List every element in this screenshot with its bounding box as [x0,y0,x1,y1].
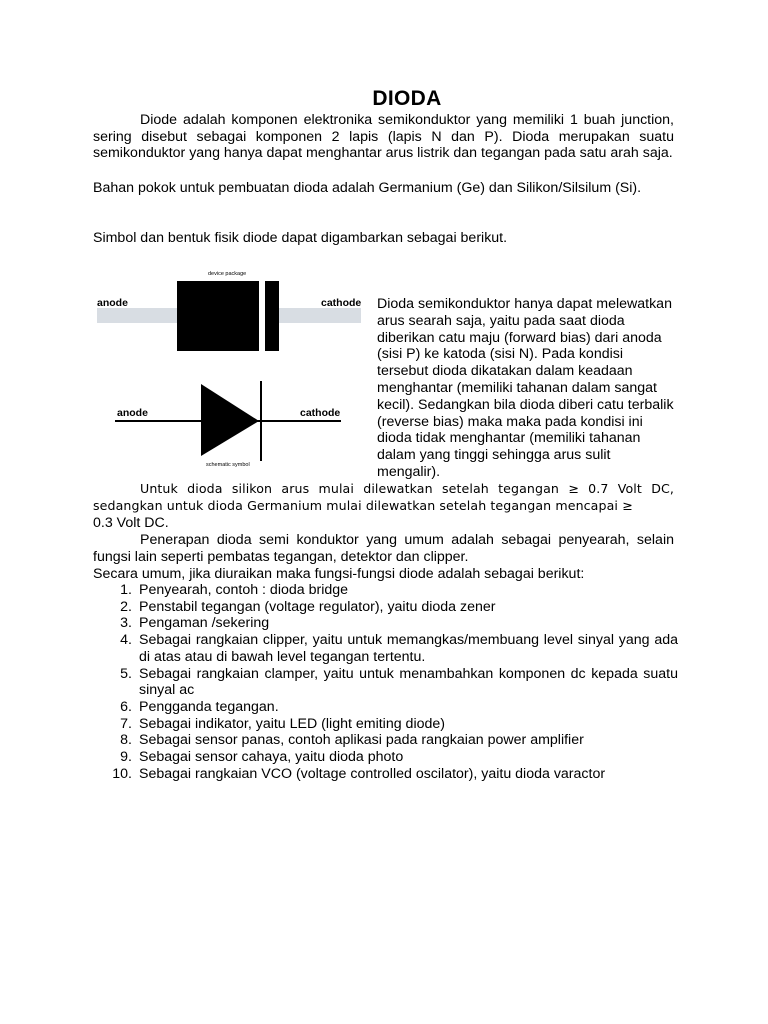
list-number: 5. [120,665,132,682]
diode-body [177,281,259,351]
body-gap [259,281,265,351]
functions-list [93,582,678,782]
diode-triangle [201,384,259,456]
list-text: Sebagai rangkaian clamper, yaitu untuk menambahkan komponen dc kepada suatu sinyal ac [139,665,678,699]
list-item [93,699,678,716]
list-number: 6. [120,698,132,715]
package-label: device package [208,271,247,277]
list-item [93,666,678,699]
list-text: Sebagai rangkaian VCO (voltage controlled oscilator), yaitu dioda varactor [139,765,606,782]
list-text: Sebagai indikator, yaitu LED (light emiting diode) [139,715,445,732]
list-text: Sebagai sensor cahaya, yaitu dioda photo [139,749,404,766]
intro-paragraph: Diode adalah komponen elektronika semikonduktor yang memiliki 1 buah junction, sering disebut sebagai komponen 2 lapis (lapis N dan P). Dioda merupakan suatu semikonduktor yang hanya dapat menghantar arus listrik dan tegangan pada satu arah saja. [93,112,674,162]
list-text: Pengaman /sekering [139,615,270,632]
threshold-voltage-text: Untuk dioda silikon arus mulai dilewatkan setelah tegangan ≥ 0.7 Volt DC, sedangkan untuk dioda Germanium mulai dilewatkan setelah tegangan mencapai ≥ [93,481,674,513]
list-item [93,749,678,766]
threshold-voltage-tail: 0.3 Volt DC. [93,515,169,531]
list-item [93,732,678,749]
list-number: 3. [120,615,132,632]
list-text: Sebagai rangkaian clipper, yaitu untuk memangkas/membuang level sinyal yang ada di atas atau di bawah level tegangan tertentu. [139,632,678,665]
diode-figure [93,266,365,476]
list-number: 2. [120,598,132,615]
list-item [93,599,678,616]
list-item [93,615,678,632]
anode-label-bottom: anode [117,407,148,419]
diode-illustration [93,266,365,476]
usage-paragraph: Penerapan dioda semi konduktor yang umum adalah sebagai penyearah, selain fungsi lain seperti pembatas tegangan, detektor dan clipper. [93,532,674,565]
list-item [93,582,678,599]
list-item [93,716,678,733]
cathode-label-top: cathode [321,297,362,309]
list-number: 10. [112,765,132,782]
list-item [93,632,678,665]
list-text: Sebagai sensor panas, contoh aplikasi pada rangkaian power amplifier [139,732,584,749]
list-number: 1. [120,582,132,598]
list-number: 7. [120,715,132,732]
list-number: 4. [120,632,132,649]
symbol-intro: Simbol dan bentuk fisik diode dapat digambarkan sebagai berikut. [93,230,508,246]
list-text: Pengganda tegangan. [139,698,279,715]
list-text: Penstabil tegangan (voltage regulator), yaitu dioda zener [139,598,496,615]
list-number: 8. [120,732,132,749]
material-paragraph: Bahan pokok untuk pembuatan dioda adalah Germanium (Ge) dan Silikon/Silsilum (Si). [93,180,642,196]
symbol-label: schematic symbol [206,462,250,468]
forward-reverse-bias-text: Dioda semikonduktor hanya dapat melewatkan arus searah saja, yaitu pada saat dioda diberikan catu maju (forward bias) dari anoda (sisi P) ke katoda (sisi N). Pada kondisi tersebut dioda dikatakan dalam keadaan menghantar (memiliki tahanan dalam sangat kecil). Sedangkan bila dioda diberi catu terbalik (reverse bias) maka maka pada kondisi ini dioda tidak menghantar (memiliki tahanan dalam yang tinggi sehingga arus sulit mengalir). [377,296,674,480]
list-item [93,766,678,783]
page-title: DIODA [372,87,442,110]
list-number: 9. [120,749,132,766]
cathode-label-bottom: cathode [300,407,341,419]
cathode-band [265,281,279,351]
list-text: Penyearah, contoh : dioda bridge [139,582,349,598]
functions-intro: Secara umum, jika diuraikan maka fungsi-fungsi diode adalah sebagai berikut: [93,566,585,582]
anode-label-top: anode [97,297,128,309]
